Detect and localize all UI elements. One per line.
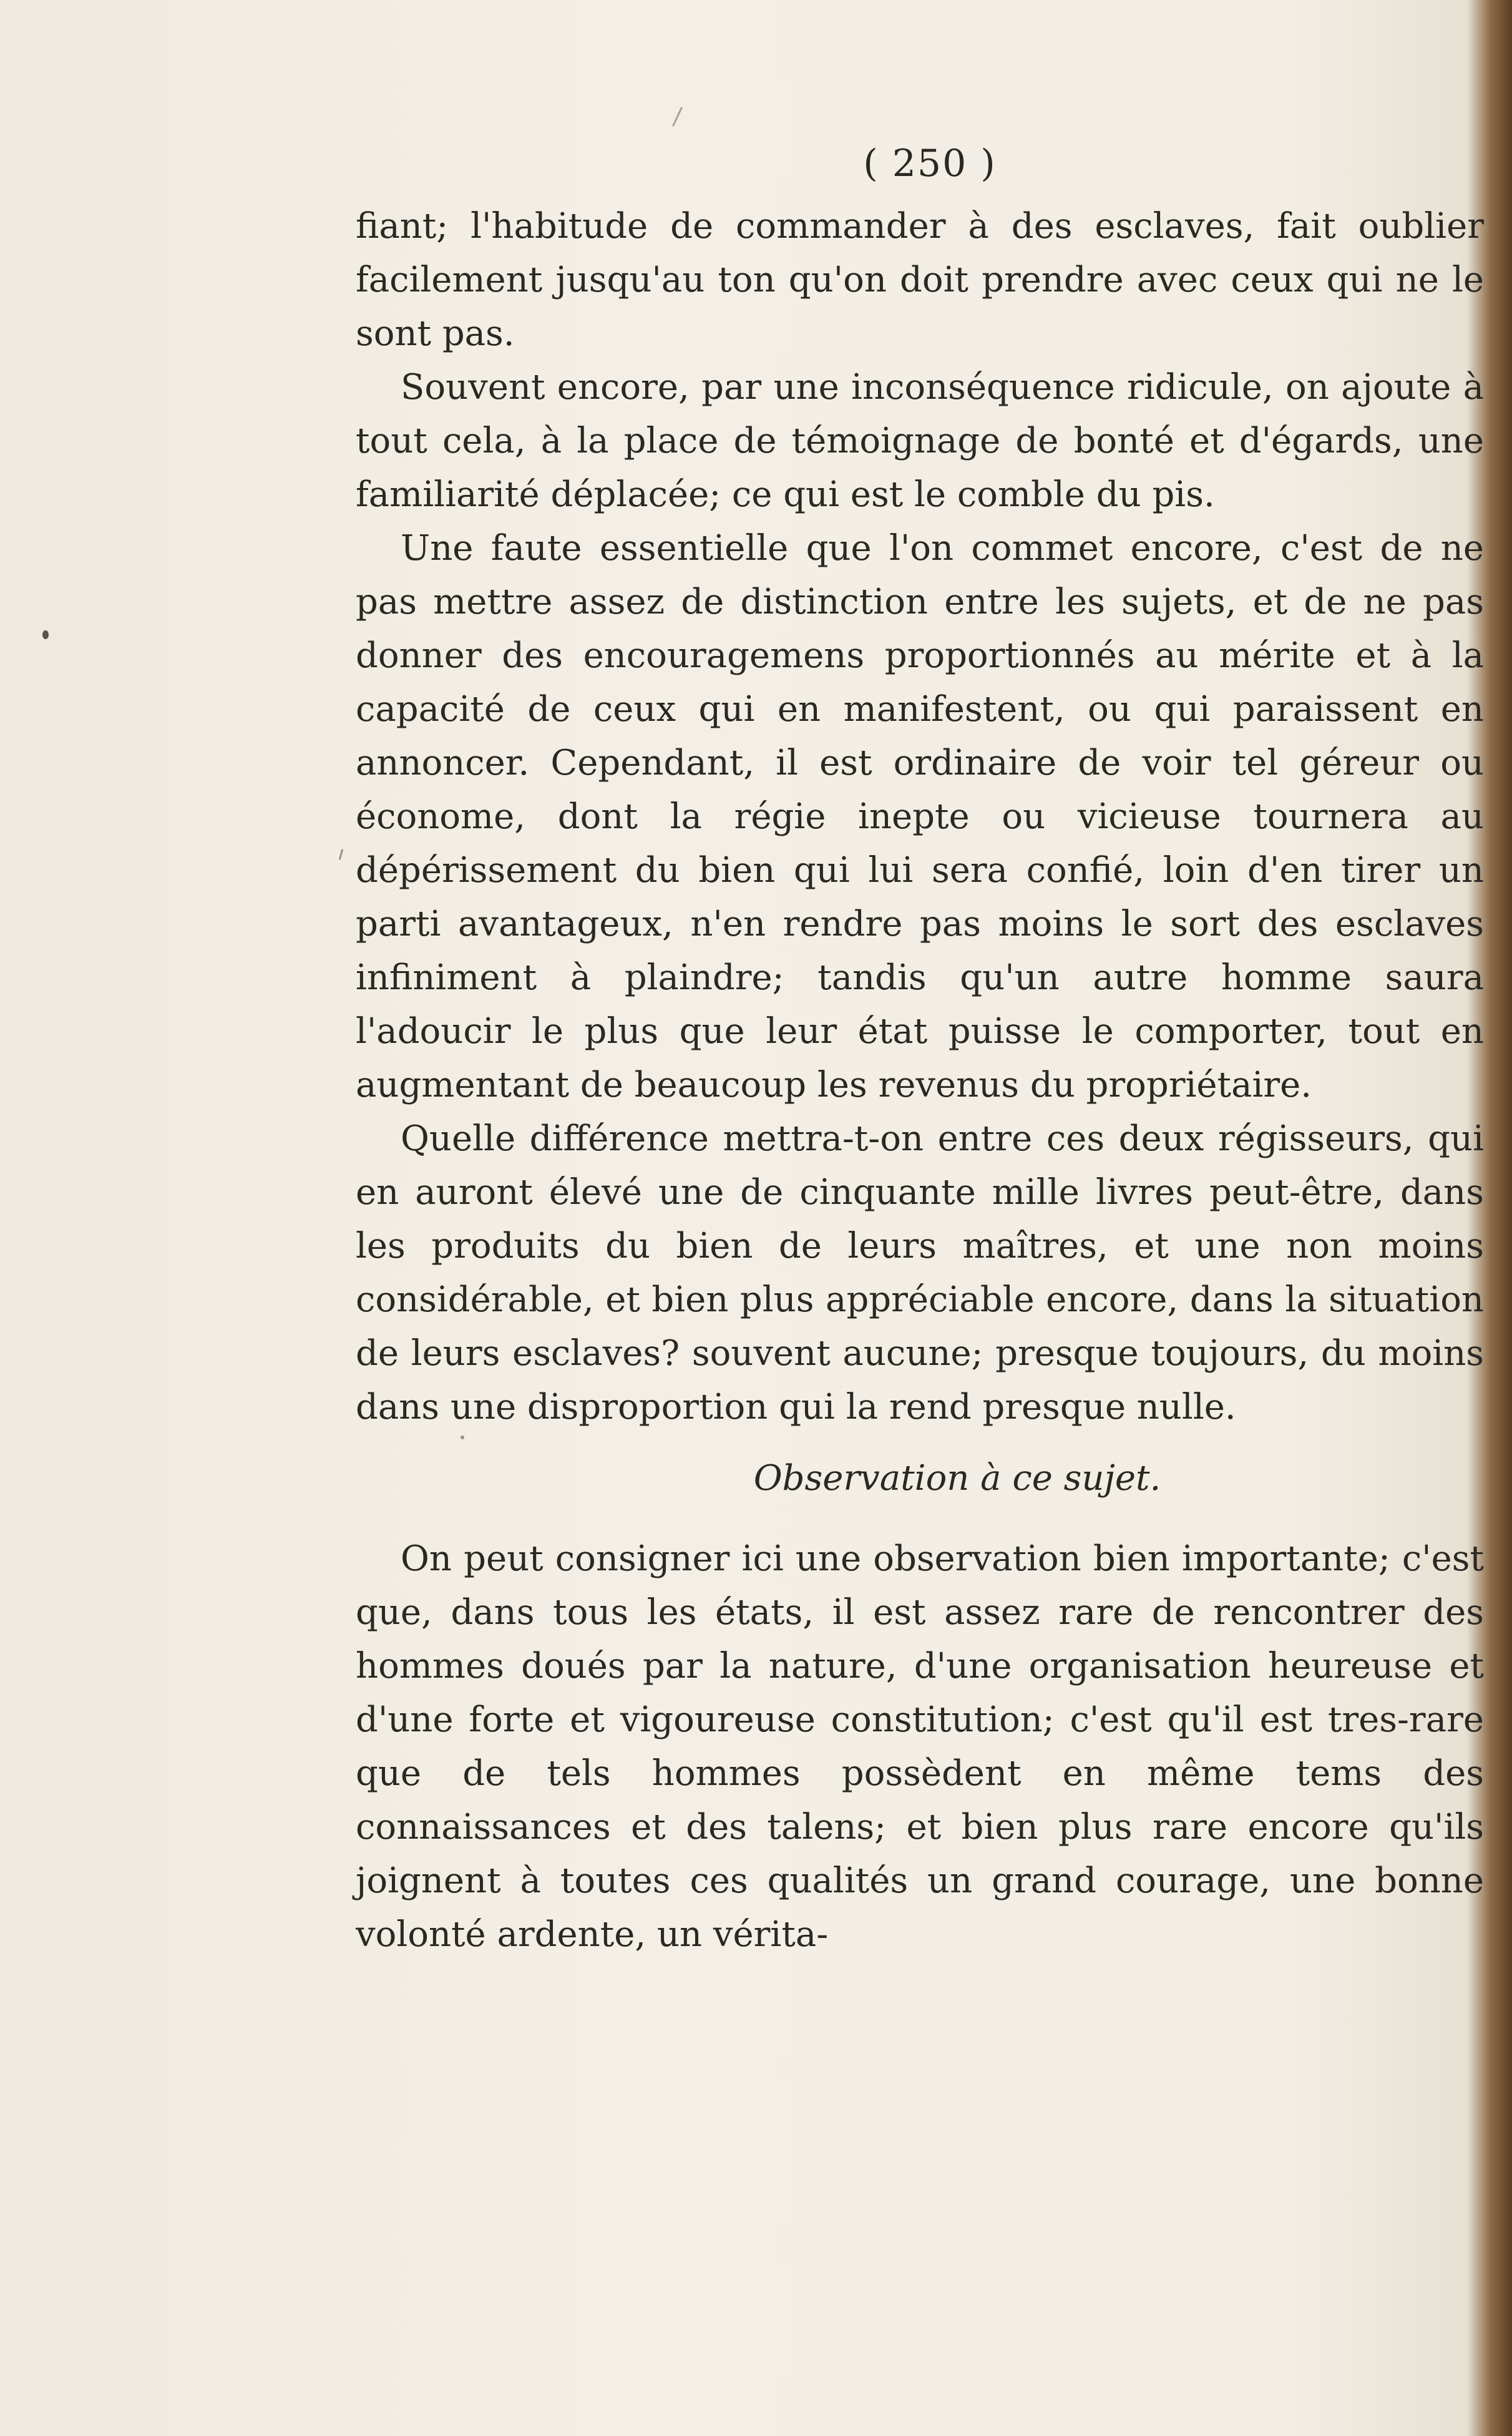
page-number: ( 250 ) xyxy=(863,142,997,185)
section-heading: Observation à ce sujet. xyxy=(753,1458,1161,1499)
paragraph-familiarite: Souvent encore, par une inconséquence ridicule, on ajoute à tout cela, à la place de témoignage de bonté et d'égards, une familiarité déplacée; ce qui est le comble du pis. xyxy=(356,367,1484,515)
paper-speck xyxy=(42,630,49,639)
section-body xyxy=(356,1532,1484,1962)
paper-speck xyxy=(461,1436,464,1439)
body-text xyxy=(356,200,1484,1434)
paragraph-faute-essentielle: Une faute essentielle que l'on commet encore, c'est de ne pas mettre assez de distinction entre les sujets, et de ne pas donner des encouragemens proportionnés au mérite et à la capacité de ceux qui en manifestent, ou qui paraissent en annoncer. Cependant, il est ordinaire de voir tel géreur ou économe, dont la régie inepte ou vicieuse tournera au dépérissement du bien qui lui sera confié, loin d'en tirer un parti avantageux, n'en rendre pas moins le sort des esclaves infiniment à plaindre; tandis qu'un autre homme saura l'adoucir le plus que leur état puisse le comporter, tout en augmentant de beaucoup les revenus du propriétaire. xyxy=(356,528,1484,1105)
paper-speck xyxy=(672,107,683,127)
paragraph-observation: On peut consigner ici une observation bien importante; c'est que, dans tous les états, il est assez rare de rencontrer des hommes doués par la nature, d'une organisation heureuse et d'une forte et vigoureuse constitution; c'est qu'il est tres-rare que de tels hommes possèdent en même tems des connaissances et des talens; et bien plus rare encore qu'ils joignent à toutes ces qualités un grand courage, une bonne volonté ardente, un vérita- xyxy=(356,1538,1484,1955)
paragraph-continuation: fiant; l'habitude de commander à des esclaves, fait oublier facilement jusqu'au ton qu'on doit prendre avec ceux qui ne le sont pas. xyxy=(356,206,1484,354)
paper-speck xyxy=(339,849,344,860)
paragraph-regisseurs: Quelle différence mettra-t-on entre ces deux régisseurs, qui en auront élevé une de cinquante mille livres peut-être, dans les produits du bien de leurs maîtres, et une non moins considérable, et bien plus appréciable encore, dans la situation de leurs esclaves? souvent aucune; presque toujours, du moins dans une disproportion qui la rend presque nulle. xyxy=(356,1118,1484,1427)
